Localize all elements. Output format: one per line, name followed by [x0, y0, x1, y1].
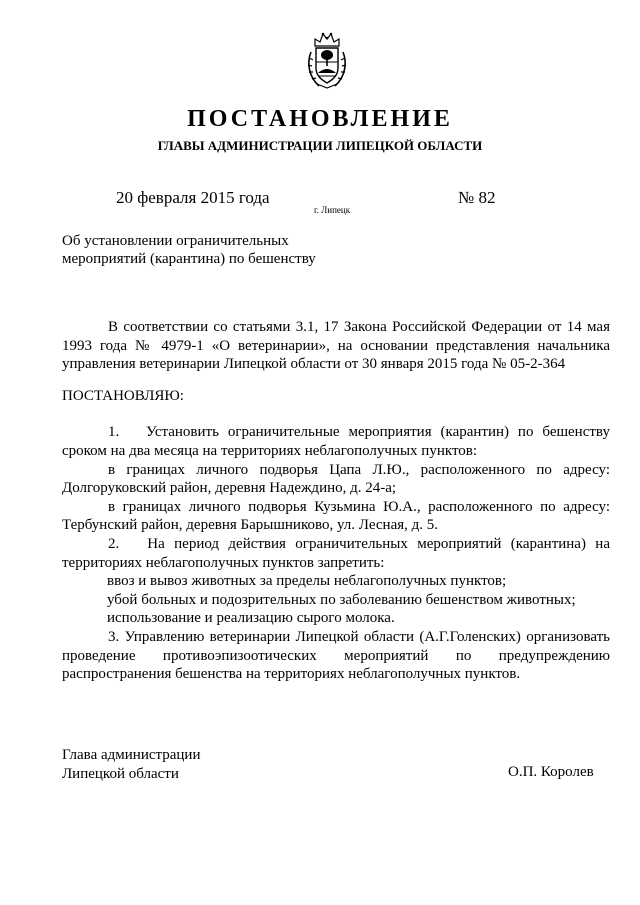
document-number: № 82 [458, 188, 496, 207]
document-city: г. Липецк [314, 205, 351, 215]
document-date: 20 февраля 2015 года [116, 188, 270, 207]
item-2-subitem: ввоз и вывоз животных за пределы неблагополучных пунктов; [107, 573, 507, 590]
item-2-subitem: убой больных и подозрительных по заболеванию бешенством животных; [107, 591, 576, 608]
item-1: 1. Установить ограничительные мероприятия (карантин) по бешенству сроком на два месяца на территориях неблагополучных пунктов: [62, 424, 610, 459]
document-body [62, 318, 610, 684]
signature-position-line: Липецкой области [62, 765, 179, 782]
signature-position [62, 746, 200, 783]
item-3: 3. Управлению ветеринарии Липецкой области (А.Г.Голенских) организовать проведение противоэпизоотических мероприятий по предупреждению распространения бешенства на территориях неблагополучных пунктов. [62, 628, 610, 683]
decree-heading: ПОСТАНОВЛЯЮ: [62, 387, 184, 404]
signature-position-line: Глава администрации [62, 747, 201, 763]
preamble-paragraph: В соответствии со статьями 3.1, 17 Закона Российской Федерации от 14 мая 1993 года № 4979-1 «О ветеринарии», на основании представления начальника управления ветеринарии Липецкой области от 30 января 2015 года № 05-2-364 [62, 319, 610, 373]
item-1-subitem: в границах личного подворья Цапа Л.Ю., расположенного по адресу: Долгоруковский район, деревня Надеждино, д. 24-а; [62, 461, 610, 497]
document-subtitle: ГЛАВЫ АДМИНИСТРАЦИИ ЛИПЕЦКОЙ ОБЛАСТИ [157, 138, 483, 153]
signature-name: О.П. Королев [508, 764, 594, 780]
subject-line: Об установлении ограничительных [62, 233, 289, 249]
item-1-subitem: в границах личного подворья Кузьмина Ю.А., расположенного по адресу: Тербунский район, деревня Барышниково, ул. Лесная, д. 5. [62, 498, 610, 534]
subject-line: мероприятий (карантина) по бешенству [62, 251, 316, 267]
item-2: 2. На период действия ограничительных мероприятий (карантина) на территориях неблагополучных пунктов запретить: [62, 535, 610, 571]
item-2-subitem: использование и реализацию сырого молока. [107, 610, 395, 627]
document-title: ПОСТАНОВЛЕНИЕ [187, 106, 453, 132]
coat-of-arms-icon [305, 30, 349, 90]
document-subject [62, 232, 316, 268]
